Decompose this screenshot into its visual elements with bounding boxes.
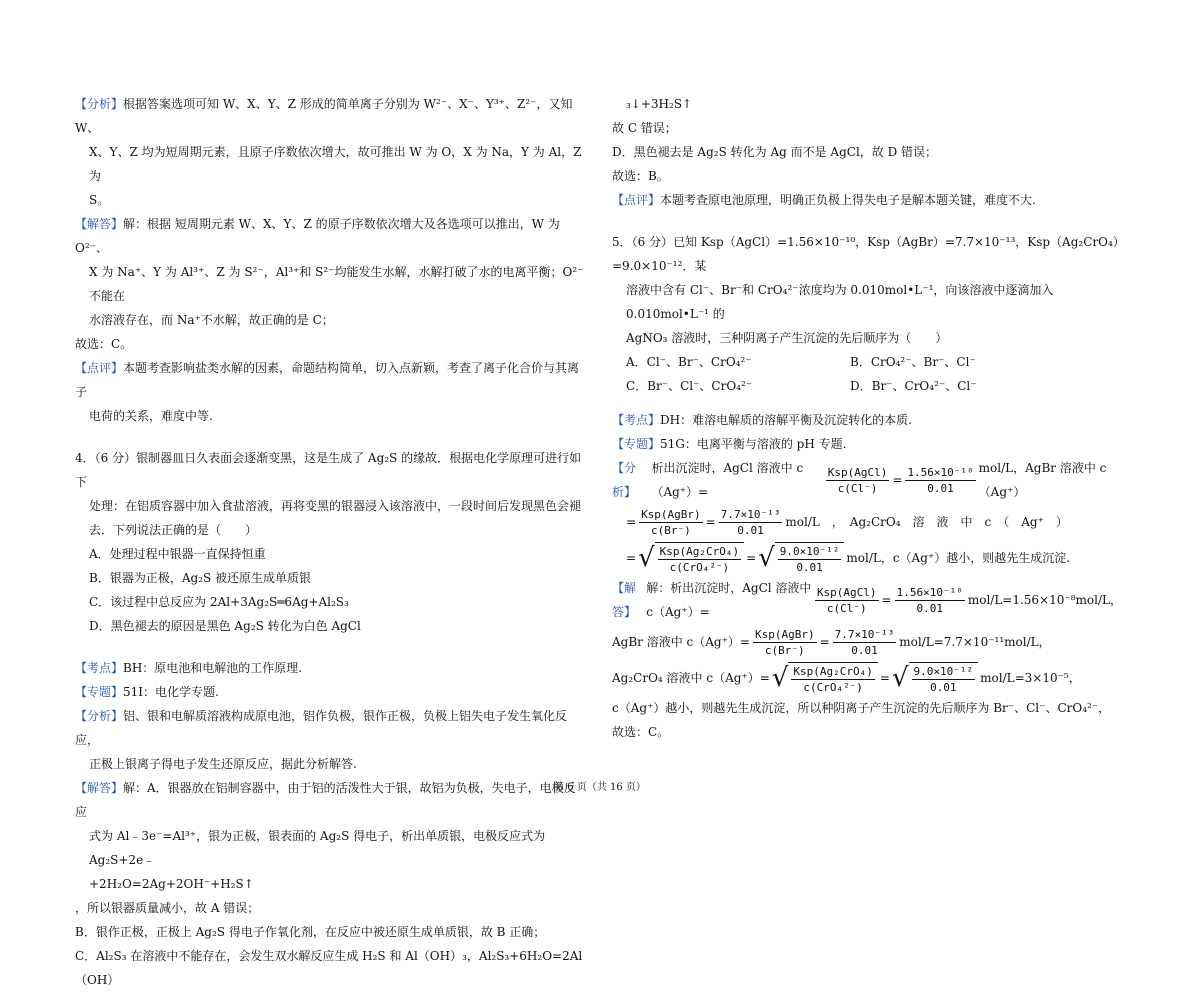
sqrt-icon: √ (758, 543, 775, 573)
ksp-agbr-fraction: $\frac{\text{Ksp(AgBr)}}{c(Br^-)}$ (755, 627, 815, 657)
ksp-ag2cro4-fraction: $\frac{\text{Ksp(Ag₂CrO₄)}}{\text{c(CrO₄²⁻)}}$ (659, 544, 740, 574)
analysis4-line-2: 正极上银离子得电子发生还原反应，据此分析解答. (89, 757, 357, 771)
comment-line-2: 电荷的关系，难度中等. (89, 409, 213, 423)
analysis-eq-line-2: = $\frac{\text{Ksp(AgBr)}}{c(Br^-)}$ = $\frac{\text{7.7×10⁻¹³}}{0.01}$ mol/L ， Ag₂CrO₄ 溶 液 中 c （ Ag⁺ ） (626, 507, 1068, 537)
topic-tag: 【专题】 (75, 685, 124, 699)
analysis-eq-line-1: 【分析】 析出沉淀时，AgCl 溶液中 c（Ag⁺）= $\frac{\text{Ksp(AgCl)}}{c(Cl^-)}$ = $\frac{\text{1.56×10⁻¹⁰}}{0.01}$ mol/L，AgBr 溶液中 c（Ag⁺） (612, 456, 1122, 504)
solution-line-3: 水溶液存在，而 Na⁺不水解，故正确的是 C； (89, 313, 334, 327)
solution-eq-line-3: Ag₂CrO₄ 溶液中 c（Ag⁺）= √ $\frac{\text{Ksp(Ag₂CrO₄)}}{\text{c(CrO₄²⁻)}}$ = √ $\frac{\text{9.0×10⁻¹²}}{0.01}$ mol/L=3×10⁻⁵， (612, 663, 1081, 694)
topic-tag: 【专题】 (612, 437, 661, 451)
ksp-agcl-fraction: $\frac{\text{Ksp(AgCl)}}{c(Cl^-)}$ (827, 465, 888, 495)
ag2cro4-value-fraction: $\frac{\text{9.0×10⁻¹²}}{0.01}$ (779, 544, 840, 574)
q4-line-2: 处理：在铝质容器中加入食盐溶液，再将变黑的银器浸入该溶液中，一段时间后发现黑色会褪 (89, 499, 582, 513)
q5-option-c: C．Br⁻、Cl⁻、CrO₄²⁻ (626, 379, 753, 393)
q4-line-1: 4．（6 分）银制器皿日久表面会逐渐变黑，这是生成了 Ag₂S 的缘故．根据电化学原理可进行如下 (75, 451, 582, 489)
q4-line-3: 去．下列说法正确的是（ ） (89, 523, 258, 537)
spacer (75, 638, 585, 656)
solution-eq-line-2: AgBr 溶液中 c（Ag⁺）= $\frac{\text{Ksp(AgBr)}}{c(Br^-)}$ = $\frac{\text{7.7×10⁻¹³}}{0.01}$ mol/L=7.7×10⁻¹¹mol/L， (612, 627, 1051, 657)
sqrt-icon: √ (638, 543, 655, 573)
analysis-tag: 【分析】 (612, 461, 637, 499)
comment-line-1: 【点评】本题考查影响盐类水解的因素，命题结构简单，切入点新颖，考查了离子化合价与其离子 (75, 361, 580, 399)
topic-line: 【专题】51G：电离平衡与溶液的 pH 专题. (612, 437, 847, 451)
analysis-line-2: X、Y、Z 均为短周期元素，且原子序数依次增大，故可推出 W 为 O，X 为 Na，Y 为 Al，Z 为 (89, 145, 582, 183)
ag2cro4-value-fraction: $\frac{\text{9.0×10⁻¹²}}{0.01}$ (913, 664, 974, 694)
left-column (75, 92, 585, 992)
solution4-line-2: 式为 Al﹣3e⁻=Al³⁺，银为正极，银表面的 Ag₂S 得电子，析出单质银，电极反应式为 Ag₂S+2e﹣ (89, 829, 546, 867)
solution4-tag: 【解答】 (75, 781, 124, 795)
spacer (612, 398, 1122, 408)
sqrt-ksp-ag2cro4 (772, 662, 878, 695)
comment-line: 【点评】本题考查原电池原理，明确正负极上得失电子是解本题关键，难度不大. (612, 193, 1036, 207)
q4-option-b: B．银器为正极，Ag₂S 被还原生成单质银 (89, 571, 312, 585)
sqrt-ag2cro4-value (892, 662, 978, 695)
ksp-agbr-fraction: $\frac{\text{Ksp(AgBr)}}{c(Br^-)}$ (641, 507, 701, 537)
comment-tag: 【点评】 (612, 193, 661, 207)
sqrt-ksp-ag2cro4 (638, 542, 744, 575)
solution-line-1: 【解答】解：根据 短周期元素 W、X、Y、Z 的原子序数依次增大及各选项可以推出，W 为 O²⁻、 (75, 217, 560, 255)
c-wrong-line: 故 C 错误； (612, 121, 677, 135)
analysis4-tag: 【分析】 (75, 709, 124, 723)
point-line: 【考点】BH：原电池和电解池的工作原理. (75, 661, 303, 675)
solution-line-2: X 为 Na⁺、Y 为 Al³⁺、Z 为 S²⁻，Al³⁺和 S²⁻均能发生水解，水解打破了水的电离平衡；O²⁻不能在 (89, 265, 584, 303)
q4-option-d: D．黑色褪去的原因是黑色 Ag₂S 转化为白色 AgCl (89, 619, 361, 633)
analysis-line-1: 【分析】根据答案选项可知 W、X、Y、Z 形成的简单离子分别为 W²⁻、X⁻、Y³⁺、Z²⁻，又知 W、 (75, 97, 573, 135)
solution-choice: 故选：C。 (612, 725, 670, 739)
comment-tag: 【点评】 (75, 361, 124, 375)
solution-tag: 【解答】 (75, 217, 124, 231)
page-footer: 第 6 页（共 16 页） (554, 782, 646, 793)
spacer (612, 212, 1122, 230)
topic-line: 【专题】51I：电化学专题. (75, 685, 219, 699)
q5-options-row-1 (612, 350, 1122, 374)
q4-option-c: C．该过程中总反应为 2Al+3Ag₂S═6Ag+Al₂S₃ (89, 595, 349, 609)
analysis4-line-1: 【分析】铝、银和电解质溶液构成原电池，铝作负极，银作正极，负极上铝失电子发生氧化反应， (75, 709, 568, 747)
choice-line: 故选：C。 (75, 337, 133, 351)
spacer (75, 428, 585, 446)
solution-conclusion: c（Ag⁺）越小，则越先生成沉淀，所以种阴离子产生沉淀的先后顺序为 Br⁻、Cl⁻、CrO₄²⁻， (612, 701, 1111, 715)
q4-option-a: A．处理过程中银器一直保持恒重 (89, 547, 266, 561)
agcl-value-fraction: $\frac{\text{1.56×10⁻¹⁰}}{0.01}$ (896, 585, 963, 615)
sqrt-ag2cro4-value (758, 542, 844, 575)
solution4-line-1: 【解答】解：A．银器放在铝制容器中，由于铝的活泼性大于银，故铝为负极，失电子，电极反应 (75, 781, 576, 819)
q5-line-3: AgNO₃ 溶液时，三种阴离子产生沉淀的先后顺序为（ ） (626, 331, 948, 345)
q5-option-a: A．Cl⁻、Br⁻、CrO₄²⁻ (626, 355, 752, 369)
continuation-line: ₃↓+3H₂S↑ (626, 97, 693, 111)
q5-option-d: D．Br⁻、CrO₄²⁻、Cl⁻ (850, 379, 977, 393)
right-column (612, 92, 1122, 744)
agcl-value-fraction: $\frac{\text{1.56×10⁻¹⁰}}{0.01}$ (907, 465, 974, 495)
q5-line-1: 5．（6 分）已知 Ksp（AgCl）=1.56×10⁻¹⁰，Ksp（AgBr）=7.7×10⁻¹³，Ksp（Ag₂CrO₄）=9.0×10⁻¹²．某 (612, 235, 1119, 273)
solution-eq-line-1: 【解答】 解：析出沉淀时，AgCl 溶液中 c（Ag⁺）= $\frac{\text{Ksp(AgCl)}}{c(Cl^-)}$ = $\frac{\text{1.56×10⁻¹⁰}}{0.01}$ mol/L=1.56×10⁻⁸mol/L， (612, 576, 1122, 624)
solution-tag: 【解答】 (612, 581, 637, 619)
solution4-line-5: B．银作正极，正极上 Ag₂S 得电子作氧化剂，在反应中被还原生成单质银，故 B 正确； (75, 925, 546, 939)
solution4-line-6: C．Al₂S₃ 在溶液中不能存在，会发生双水解反应生成 H₂S 和 Al（OH）₃，Al₂S₃+6H₂O=2Al（OH） (75, 949, 583, 987)
d-line: D．黑色褪去是 Ag₂S 转化为 Ag 而不是 AgCl，故 D 错误； (612, 145, 938, 159)
choice-line: 故选：B。 (612, 169, 669, 183)
agbr-value-fraction: $\frac{\text{7.7×10⁻¹³}}{0.01}$ (720, 507, 781, 537)
q5-option-b: B．CrO₄²⁻、Br⁻、Cl⁻ (850, 355, 976, 369)
sqrt-icon: √ (891, 663, 909, 693)
analysis-tag: 【分析】 (75, 97, 124, 111)
point-tag: 【考点】 (75, 661, 124, 675)
point-tag: 【考点】 (612, 413, 661, 427)
solution4-line-4: ，所以银器质量减小，故 A 错误； (75, 901, 260, 915)
q5-line-2: 溶液中含有 Cl⁻、Br⁻和 CrO₄²⁻浓度均为 0.010mol•L⁻¹，向该溶液中逐滴加入 0.010mol•L⁻¹ 的 (626, 283, 1054, 321)
agbr-value-fraction: $\frac{\text{7.7×10⁻¹³}}{0.01}$ (834, 627, 895, 657)
solution4-line-3: +2H₂O=2Ag+2OH⁻+H₂S↑ (89, 877, 254, 891)
ksp-agcl-fraction: $\frac{\text{Ksp(AgCl)}}{c(Cl^-)}$ (816, 585, 877, 615)
ksp-ag2cro4-fraction: $\frac{\text{Ksp(Ag₂CrO₄)}}{\text{c(CrO₄²⁻)}}$ (793, 664, 873, 694)
analysis-line-3: S。 (89, 193, 110, 207)
q5-options-row-2 (612, 374, 1122, 398)
sqrt-icon: √ (771, 663, 789, 693)
point-line: 【考点】DH：难溶电解质的溶解平衡及沉淀转化的本质. (612, 413, 912, 427)
analysis-eq-line-3: = √ $\frac{\text{Ksp(Ag₂CrO₄)}}{\text{c(CrO₄²⁻)}}$ = √ $\frac{\text{9.0×10⁻¹²}}{0.01}$ mol/L，c（Ag⁺）越小，则越先生成沉淀. (626, 543, 1071, 574)
